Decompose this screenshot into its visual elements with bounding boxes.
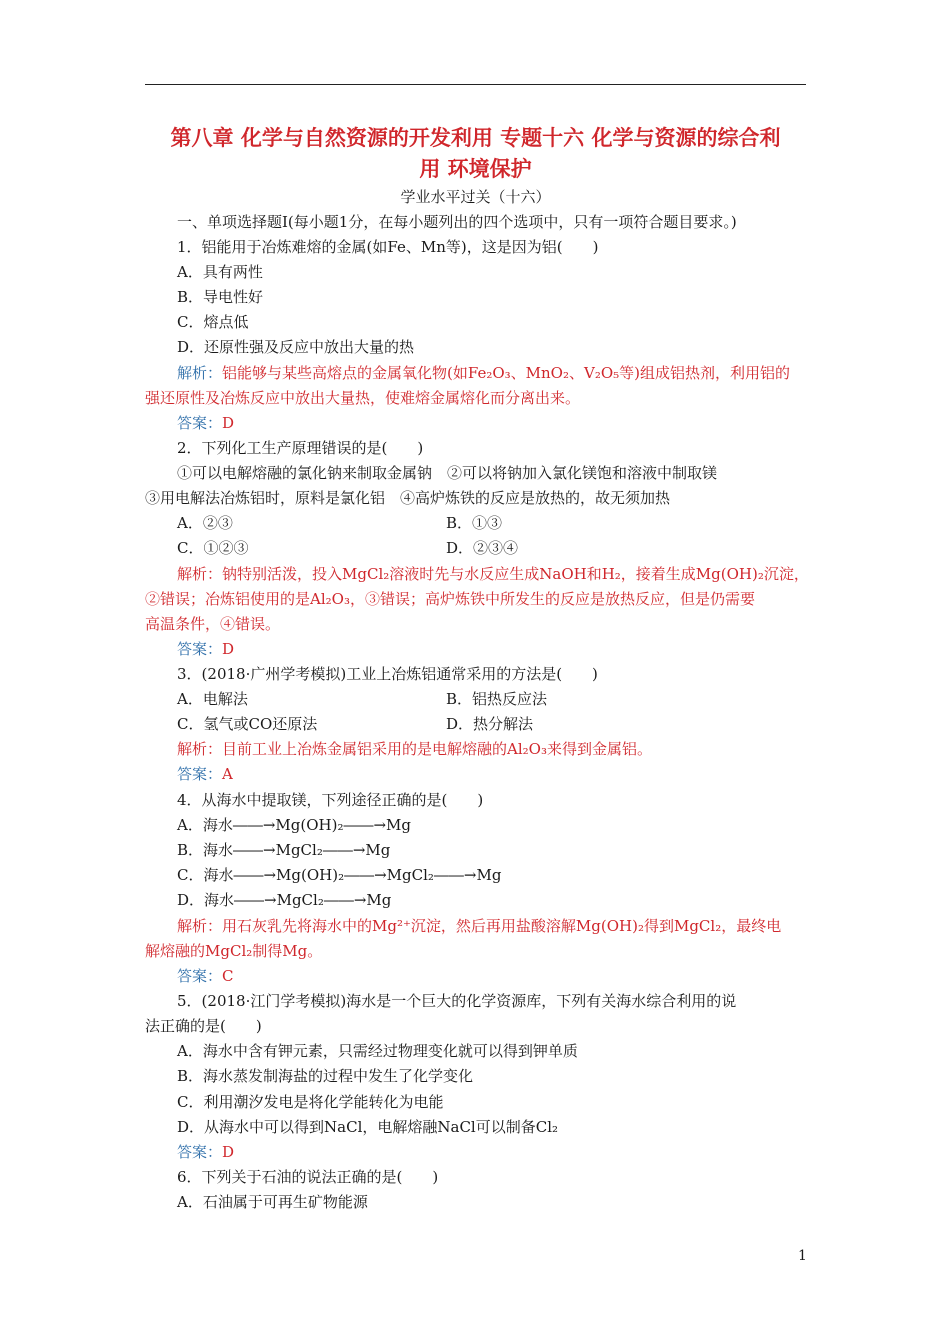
answer-label: 答案： — [177, 640, 223, 658]
analysis-text: 铝能够与某些高熔点的金属氧化物(如Fe₂O₃、MnO₂、V₂O₅等)组成铝热剂，利用铝的 — [222, 364, 790, 382]
page-number: 1 — [798, 1248, 807, 1264]
question-2-stem: 2．下列化工生产原理错误的是( ) — [177, 439, 424, 457]
question-1-analysis — [177, 363, 790, 383]
question-2-analysis-cont-2: 高温条件，④错误。 — [145, 615, 281, 633]
question-2-option-a: A．②③ — [177, 514, 233, 532]
question-4-analysis-cont: 解熔融的MgCl₂制得Mg。 — [145, 942, 323, 960]
question-4-option-a: A．海水――→Mg(OH)₂――→Mg — [177, 816, 411, 834]
question-5-answer — [177, 1142, 234, 1162]
analysis-label: 解析： — [177, 740, 223, 758]
question-5-stem: 5．(2018·江门学考模拟)海水是一个巨大的化学资源库，下列有关海水综合利用的说 — [177, 992, 737, 1010]
section-heading: 一、单项选择题Ⅰ(每小题1分，在每小题列出的四个选项中，只有一项符合题目要求。) — [177, 213, 737, 231]
title-line-2: 用 环境保护 — [419, 156, 532, 181]
analysis-text: 用石灰乳先将海水中的Mg²⁺沉淀，然后再用盐酸溶解Mg(OH)₂得到MgCl₂，最终电 — [222, 917, 782, 935]
question-3-option-b: B．铝热反应法 — [446, 690, 548, 708]
question-4-answer — [177, 966, 234, 986]
question-2-option-d: D．②③④ — [446, 539, 519, 557]
question-3-answer — [177, 764, 233, 784]
question-2-answer — [177, 639, 234, 659]
question-2-statement-2: ③用电解法冶炼铝时，原料是氯化铝 ④高炉炼铁的反应是放热的，故无须加热 — [145, 489, 671, 507]
question-6-option-a: A．石油属于可再生矿物能源 — [177, 1193, 368, 1211]
question-2-option-b: B．①③ — [446, 514, 503, 532]
analysis-text: 钠特别活泼，投入MgCl₂溶液时先与水反应生成NaOH和H₂，接着生成Mg(OH)₂沉淀， — [222, 565, 809, 583]
question-5-option-d: D．从海水中可以得到NaCl，电解熔融NaCl可以制备Cl₂ — [177, 1118, 559, 1136]
page-subtitle: 学业水平过关（十六） — [400, 188, 551, 206]
question-3-stem: 3．(2018·广州学考模拟)工业上冶炼铝通常采用的方法是( ) — [177, 665, 598, 683]
title-line-1: 第八章 化学与自然资源的开发利用 专题十六 化学与资源的综合利 — [170, 125, 781, 150]
question-2-statement-1: ①可以电解熔融的氯化钠来制取金属钠 ②可以将钠加入氯化镁饱和溶液中制取镁 — [177, 464, 718, 482]
question-3-option-a: A．电解法 — [177, 690, 248, 708]
question-6-stem: 6．下列关于石油的说法正确的是( ) — [177, 1168, 439, 1186]
question-4-option-c: C．海水――→Mg(OH)₂――→MgCl₂――→Mg — [177, 866, 502, 884]
question-4-option-d: D．海水――→MgCl₂――→Mg — [177, 891, 392, 909]
answer-value: D — [222, 414, 235, 432]
question-1-option-a: A．具有两性 — [177, 263, 263, 281]
analysis-label: 解析： — [177, 565, 223, 583]
answer-label: 答案： — [177, 1143, 223, 1161]
question-2-analysis — [177, 564, 809, 584]
question-4-analysis — [177, 916, 781, 936]
answer-label: 答案： — [177, 414, 223, 432]
answer-value: D — [222, 1143, 235, 1161]
analysis-label: 解析： — [177, 364, 223, 382]
question-5-option-a: A．海水中含有钾元素，只需经过物理变化就可以得到钾单质 — [177, 1042, 578, 1060]
answer-value: D — [222, 640, 235, 658]
page-title — [145, 122, 806, 184]
question-1-stem: 1．铝能用于冶炼难熔的金属(如Fe、Mn等)，这是因为铝( ) — [177, 238, 599, 256]
question-5-option-c: C．利用潮汐发电是将化学能转化为电能 — [177, 1093, 444, 1111]
question-1-option-b: B．导电性好 — [177, 288, 264, 306]
answer-label: 答案： — [177, 765, 223, 783]
answer-value: C — [222, 967, 234, 985]
analysis-text: 目前工业上冶炼金属铝采用的是电解熔融的Al₂O₃来得到金属铝。 — [222, 740, 652, 758]
analysis-label: 解析： — [177, 917, 223, 935]
question-4-option-b: B．海水――→MgCl₂――→Mg — [177, 841, 391, 859]
question-5-stem-cont: 法正确的是( ) — [145, 1017, 262, 1035]
question-2-option-c: C．①②③ — [177, 539, 249, 557]
answer-label: 答案： — [177, 967, 223, 985]
question-5-option-b: B．海水蒸发制海盐的过程中发生了化学变化 — [177, 1067, 474, 1085]
question-1-option-c: C．熔点低 — [177, 313, 249, 331]
question-1-answer — [177, 413, 234, 433]
question-3-option-c: C．氢气或CO还原法 — [177, 715, 318, 733]
question-3-option-d: D．热分解法 — [446, 715, 534, 733]
question-1-analysis-cont: 强还原性及冶炼反应中放出大量热，使难熔金属熔化而分离出来。 — [145, 389, 581, 407]
question-1-option-d: D．还原性强及反应中放出大量的热 — [177, 338, 415, 356]
question-3-analysis — [177, 739, 652, 759]
question-2-analysis-cont-1: ②错误；冶炼铝使用的是Al₂O₃，③错误；高炉炼铁中所发生的反应是放热反应，但是仍需要 — [145, 590, 755, 608]
header-rule — [145, 84, 806, 85]
question-4-stem: 4．从海水中提取镁，下列途径正确的是( ) — [177, 791, 484, 809]
answer-value: A — [222, 765, 233, 783]
